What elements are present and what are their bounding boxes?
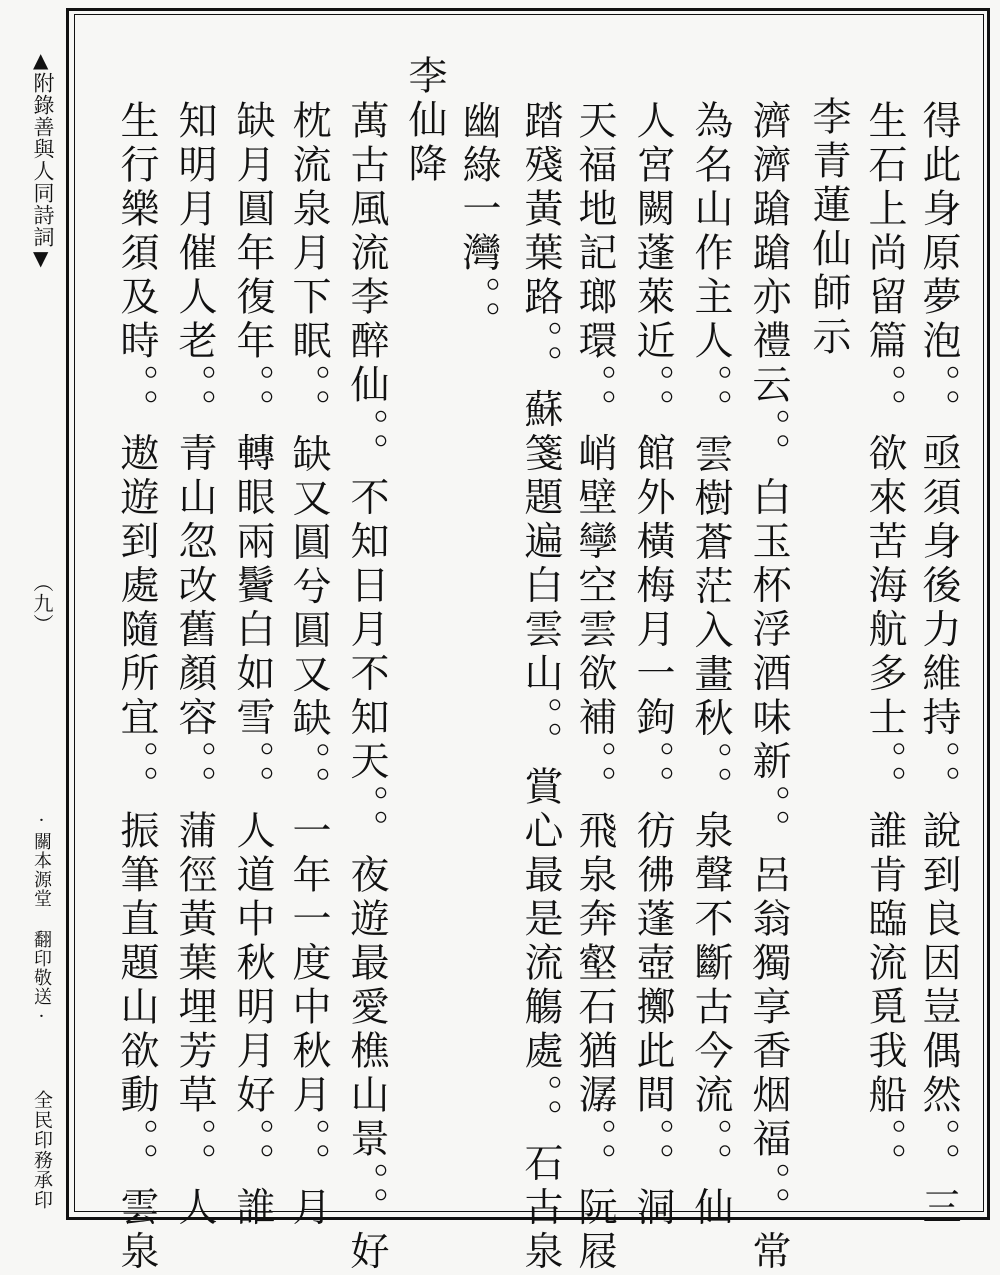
- text-segment: 李仙降: [402, 55, 447, 187]
- text-segment: 萬古風流李醉仙。。不知日月不知天。。: [344, 100, 389, 853]
- page-number: （九）: [30, 572, 54, 635]
- text-segment: 彷彿蓬壺擲此間。。洞: [630, 810, 675, 1231]
- text-segment: 飛泉奔壑石猶潺。。阮屐: [572, 810, 617, 1275]
- text-segment: 賞心最是流觴處。。石古泉: [518, 766, 563, 1275]
- text-segment: 知明月催人老。。青山忽改舊顏容。。: [172, 100, 217, 809]
- text-column: [566, 100, 622, 1275]
- text-column: [224, 100, 280, 1231]
- text-column: [910, 100, 966, 1231]
- text-segment: 得此身原夢泡。。亟須身後力維持。。: [916, 100, 961, 809]
- text-segment: 缺又圓兮圓又缺。。一年一度中秋月。。月: [286, 433, 331, 1231]
- text-segment: 幽綠一灣。。: [456, 100, 501, 345]
- poem-heading: [800, 96, 856, 360]
- text-segment: 缺月圓年復年。。轉眼兩鬢白如雪。。: [230, 100, 275, 809]
- text-segment: 人宮闕蓬萊近。。館外橫梅月一鉤。。: [630, 100, 675, 809]
- text-segment: 夜遊最愛樵山景。。好: [344, 854, 389, 1275]
- up-arrow-icon: ▲: [33, 48, 49, 72]
- text-segment: 為名山作主人。。: [688, 100, 733, 433]
- text-column: [338, 100, 394, 1275]
- book-title: 附錄善與人同詩詞: [31, 72, 55, 248]
- text-segment: 枕流泉月下眠。。: [286, 100, 331, 433]
- text-segment: 生石上尚留篇。。欲來苦海航多士。。: [862, 100, 907, 809]
- text-column: [454, 100, 502, 1200]
- poem-heading: [396, 55, 452, 187]
- text-column: [624, 100, 680, 1231]
- text-segment: 雲樹蒼茫入畫秋。。泉聲不斷古今流。。仙: [688, 433, 733, 1231]
- text-segment: 說到良因豈偶然。。三: [916, 810, 961, 1231]
- text-column: [740, 100, 796, 1275]
- printer-note: 全民印務承印: [31, 1090, 53, 1210]
- text-segment: 誰肯臨流覓我船。。: [862, 810, 907, 1187]
- text-segment: 人道中秋明月好。。誰: [230, 810, 275, 1231]
- text-column: [682, 100, 738, 1231]
- text-segment: 振筆直題山欲動。。雲泉: [114, 810, 159, 1275]
- text-column: [856, 100, 912, 1200]
- text-segment: 踏殘黃葉路。。蘇箋題遍白雲山。。: [518, 100, 563, 765]
- text-column: [108, 100, 164, 1275]
- edition-note: ·關本源堂 翻印敬送·: [31, 810, 52, 1028]
- text-segment: 天福地記瑯環。。峭壁孿空雲欲補。。: [572, 100, 617, 809]
- text-column: [280, 100, 336, 1231]
- down-arrow-icon: ▼: [33, 246, 49, 270]
- text-column: [166, 100, 222, 1231]
- text-column: [512, 100, 568, 1275]
- text-segment: 生行樂須及時。。遨遊到處隨所宜。。: [114, 100, 159, 809]
- text-segment: 呂翁獨享香烟福。。常: [746, 854, 791, 1275]
- text-segment: 濟濟蹌蹌亦禮云。。白玉杯浮酒味新。。: [746, 100, 791, 853]
- text-segment: 李青蓮仙師示: [806, 96, 851, 360]
- text-segment: 蒲徑黃葉埋芳草。。人: [172, 810, 217, 1231]
